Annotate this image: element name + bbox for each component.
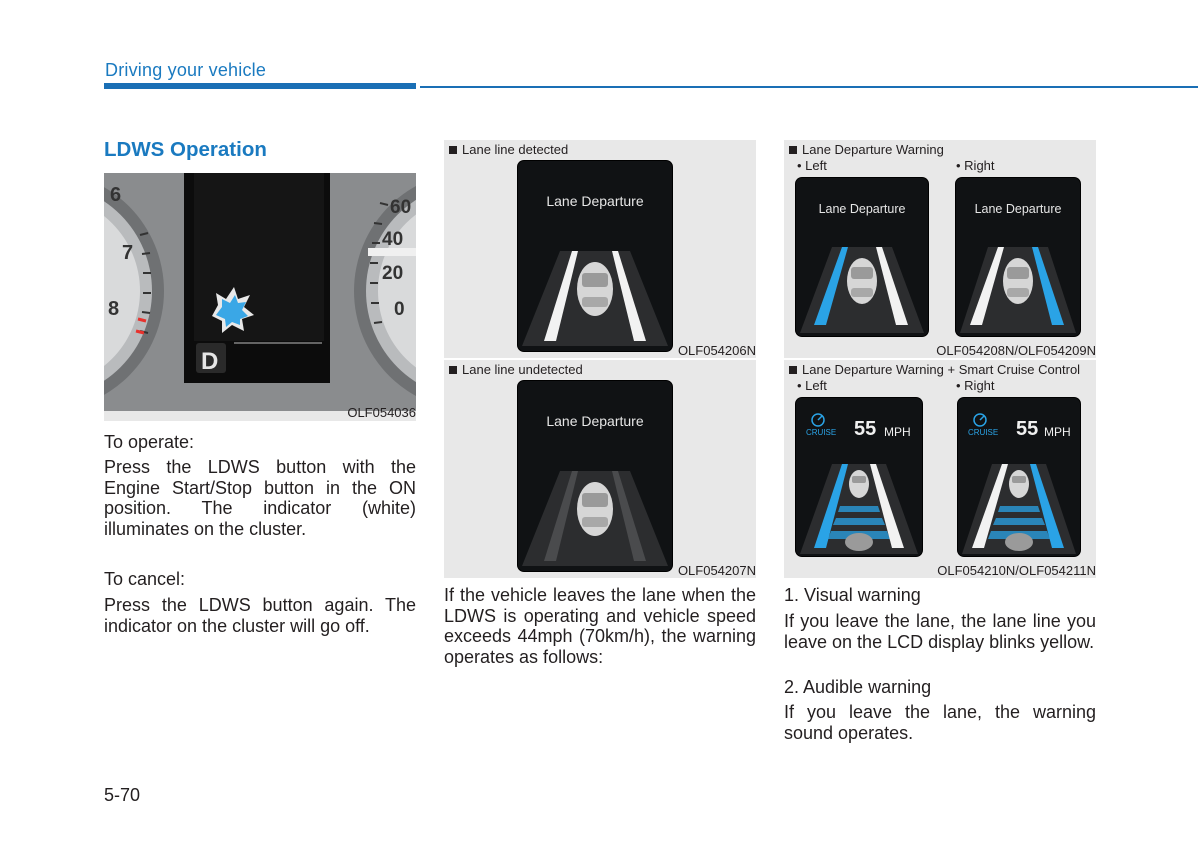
speed-unit: MPH (1044, 425, 1071, 439)
speed-label-60: 60 (390, 197, 412, 218)
tach-label-6: 6 (110, 184, 122, 206)
bullet-square-icon (449, 366, 457, 374)
lane-graphic-left (796, 233, 928, 333)
bullet-square-icon (789, 366, 797, 374)
lane-detected-code: OLF054206N (677, 343, 756, 358)
lane-detected-figure (444, 140, 756, 358)
lcd-title: Lane Departure (546, 413, 644, 429)
page-number: 5-70 (104, 785, 141, 805)
lcd-screen-left (796, 398, 922, 556)
ldw-caption: Lane Departure Warning (789, 142, 944, 157)
running-header: Driving your vehicle (105, 60, 267, 80)
audible-warning-text: If you leave the lane, the warning sound operates. (784, 702, 1096, 743)
cancel-text: Press the LDWS button again. The indicator on the cluster will go off. (104, 595, 416, 636)
lane-graphic-left (796, 456, 922, 554)
cluster-figure-code: OLF054036 (347, 405, 416, 420)
operate-text: Press the LDWS button with the Engine Start/Stop button in the ON position. The indicator (white) illuminates on the cluster. (104, 457, 416, 539)
lane-graphic (518, 451, 672, 566)
cancel-heading: To cancel: (104, 569, 186, 589)
ldw-smart-cruise-figure (784, 360, 1096, 578)
ldw-right-label: • Right (956, 158, 995, 173)
ldw-scc-code: OLF054210N/OLF054211N (937, 563, 1096, 578)
lane-graphic-right (958, 456, 1080, 554)
lane-detected-caption: Lane line detected (449, 142, 568, 157)
ldw-scc-caption: Lane Departure Warning + Smart Cruise Control (789, 362, 1080, 377)
lcd-title: Lane Departure (974, 202, 1062, 216)
ldw-scc-left-label: • Left (797, 378, 827, 393)
lcd-title: Lane Departure (546, 193, 644, 209)
car-icon (577, 482, 613, 536)
lane-graphic (518, 231, 672, 346)
lcd-screen-right (958, 398, 1080, 556)
lane-undetected-figure (444, 360, 756, 578)
lcd-screen (518, 381, 672, 571)
gear-indicator: D (201, 348, 219, 375)
tach-label-8: 8 (108, 298, 120, 320)
ldw-code: OLF054208N/OLF054209N (936, 343, 1096, 358)
lcd-screen-right (956, 178, 1080, 336)
audible-warning-heading: 2. Audible warning (784, 677, 932, 697)
tach-label-7: 7 (122, 242, 134, 264)
warning-intro-text: If the vehicle leaves the lane when the LDWS is operating and vehicle speed exceeds 44mph (70km/h), the warning operates as follows: (444, 585, 756, 667)
cruise-label: CRUISE (968, 428, 999, 437)
instrument-cluster-image (104, 173, 416, 421)
lane-undetected-caption: Lane line undetected (449, 362, 583, 377)
speed-unit: MPH (884, 425, 911, 439)
cruise-icon (808, 412, 828, 428)
ldw-scc-right-label: • Right (956, 378, 995, 393)
cruise-label: CRUISE (806, 428, 837, 437)
speed-label-20: 20 (382, 263, 404, 284)
car-icon (1003, 258, 1033, 304)
lane-undetected-code: OLF054207N (677, 563, 756, 578)
cluster-figure (104, 173, 416, 421)
lcd-screen (518, 161, 672, 351)
visual-warning-text: If you leave the lane, the lane line you leave on the LCD display blinks yellow. (784, 611, 1096, 652)
speed-label-40: 40 (382, 229, 404, 250)
set-speed: 55 (854, 418, 877, 440)
set-speed: 55 (1016, 418, 1039, 440)
bullet-square-icon (449, 146, 457, 154)
cruise-icon (970, 412, 990, 428)
operate-heading: To operate: (104, 432, 195, 452)
car-icon (847, 258, 877, 304)
bullet-square-icon (789, 146, 797, 154)
lane-graphic-right (956, 233, 1080, 333)
car-icon (577, 262, 613, 316)
lcd-screen-left (796, 178, 928, 336)
ldw-left-label: • Left (797, 158, 827, 173)
section-title: LDWS Operation (104, 138, 267, 161)
header-rule-thick (104, 83, 416, 89)
visual-warning-heading: 1. Visual warning (784, 585, 921, 605)
speed-label-0: 0 (394, 299, 405, 320)
header-rule-thin (420, 86, 1198, 88)
lcd-title: Lane Departure (818, 202, 906, 216)
lane-departure-warning-figure (784, 140, 1096, 358)
